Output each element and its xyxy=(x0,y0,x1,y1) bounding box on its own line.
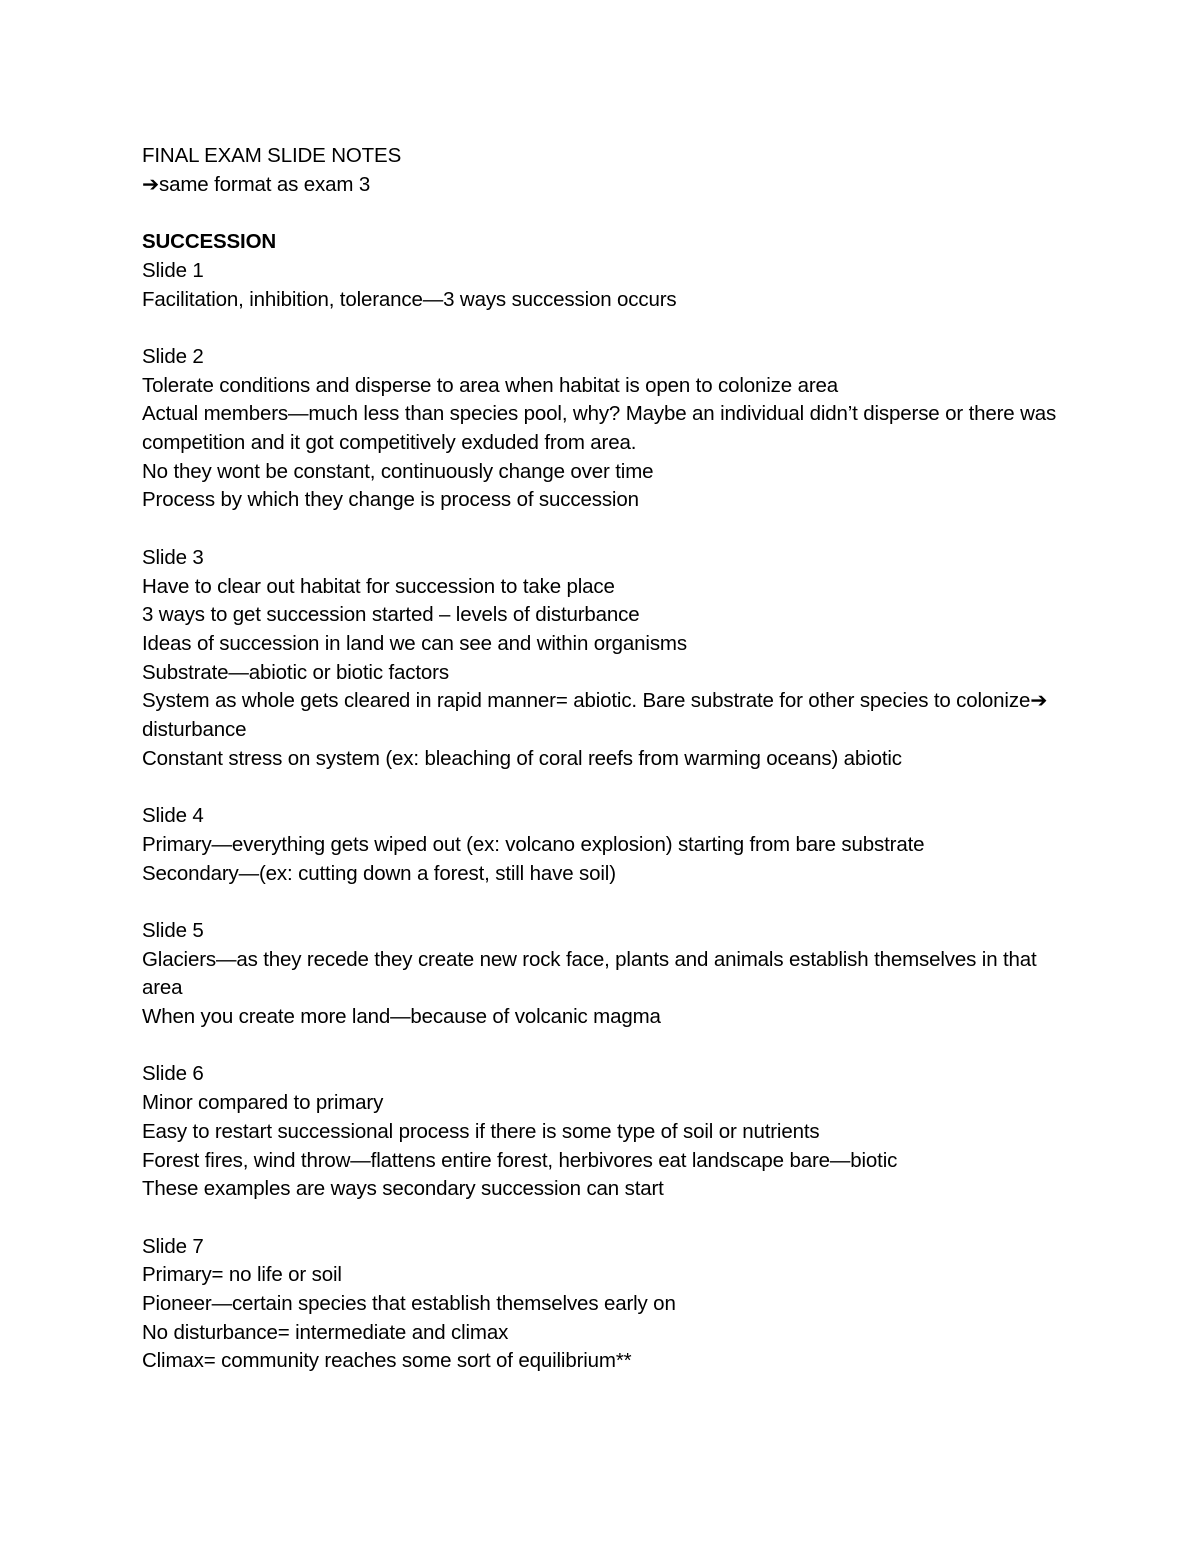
blank-line xyxy=(142,199,1082,228)
document-title: FINAL EXAM SLIDE NOTES xyxy=(142,144,402,167)
slide-heading: Slide 4 xyxy=(142,804,204,828)
slide-block-5 xyxy=(142,917,1082,1032)
note-line: Facilitation, inhibition, tolerance—3 ways succession occurs xyxy=(142,287,677,311)
note-line: Easy to restart successional process if there is some type of soil or nutrients xyxy=(142,1119,820,1143)
blank-line xyxy=(142,1032,1082,1061)
note-line: No disturbance= intermediate and climax xyxy=(142,1320,509,1344)
note-line: System as whole gets cleared in rapid manner= abiotic. Bare substrate for other species to colonize➔ disturbance xyxy=(142,689,1048,742)
document-subtitle: ➔same format as exam 3 xyxy=(142,172,371,196)
slide-block-7 xyxy=(142,1233,1082,1377)
note-line: Substrate—abiotic or biotic factors xyxy=(142,660,449,684)
note-line: Minor compared to primary xyxy=(142,1091,384,1115)
note-line: Pioneer—certain species that establish themselves early on xyxy=(142,1292,676,1316)
slide-heading: Slide 2 xyxy=(142,344,204,368)
note-line: Glaciers—as they recede they create new rock face, plants and animals establish themselves in that area xyxy=(142,947,1037,1000)
note-line: Process by which they change is process of succession xyxy=(142,488,639,512)
note-line: Primary= no life or soil xyxy=(142,1263,342,1287)
note-line: These examples are ways secondary succession can start xyxy=(142,1177,664,1201)
slide-block-3 xyxy=(142,544,1082,774)
slide-block-2 xyxy=(142,343,1082,515)
note-line: 3 ways to get succession started – levels of disturbance xyxy=(142,603,640,627)
section-title: SUCCESSION xyxy=(142,230,277,254)
blank-line xyxy=(142,314,1082,343)
slide-heading: Slide 5 xyxy=(142,918,204,942)
slide-heading: Slide 7 xyxy=(142,1234,204,1258)
note-line: Actual members—much less than species pool, why? Maybe an individual didn’t disperse or there was competition and it got competitively exduded from area. xyxy=(142,402,1057,454)
note-line: When you create more land—because of volcanic magma xyxy=(142,1005,661,1029)
blank-line xyxy=(142,1204,1082,1233)
slide-block-1 xyxy=(142,257,1082,314)
slide-heading: Slide 3 xyxy=(142,545,204,569)
note-line: Tolerate conditions and disperse to area when habitat is open to colonize area xyxy=(142,373,839,397)
blank-line xyxy=(142,773,1082,802)
slide-block-4 xyxy=(142,802,1082,888)
slide-heading: Slide 6 xyxy=(142,1062,204,1086)
note-line: Climax= community reaches some sort of equilibrium** xyxy=(142,1349,632,1373)
note-line: Secondary—(ex: cutting down a forest, still have soil) xyxy=(142,861,616,885)
note-line: No they wont be constant, continuously change over time xyxy=(142,459,654,483)
note-line: Forest fires, wind throw—flattens entire forest, herbivores eat landscape bare—biotic xyxy=(142,1148,898,1172)
blank-line xyxy=(142,515,1082,544)
blank-line xyxy=(142,888,1082,917)
note-line: Constant stress on system (ex: bleaching of coral reefs from warming oceans) abiotic xyxy=(142,746,902,770)
document-body xyxy=(142,142,1082,1376)
note-line: Ideas of succession in land we can see and within organisms xyxy=(142,631,687,655)
slide-block-6 xyxy=(142,1060,1082,1204)
note-line: Primary—everything gets wiped out (ex: volcano explosion) starting from bare substrate xyxy=(142,832,925,856)
note-line: Have to clear out habitat for succession to take place xyxy=(142,574,615,598)
slide-heading: Slide 1 xyxy=(142,258,204,282)
